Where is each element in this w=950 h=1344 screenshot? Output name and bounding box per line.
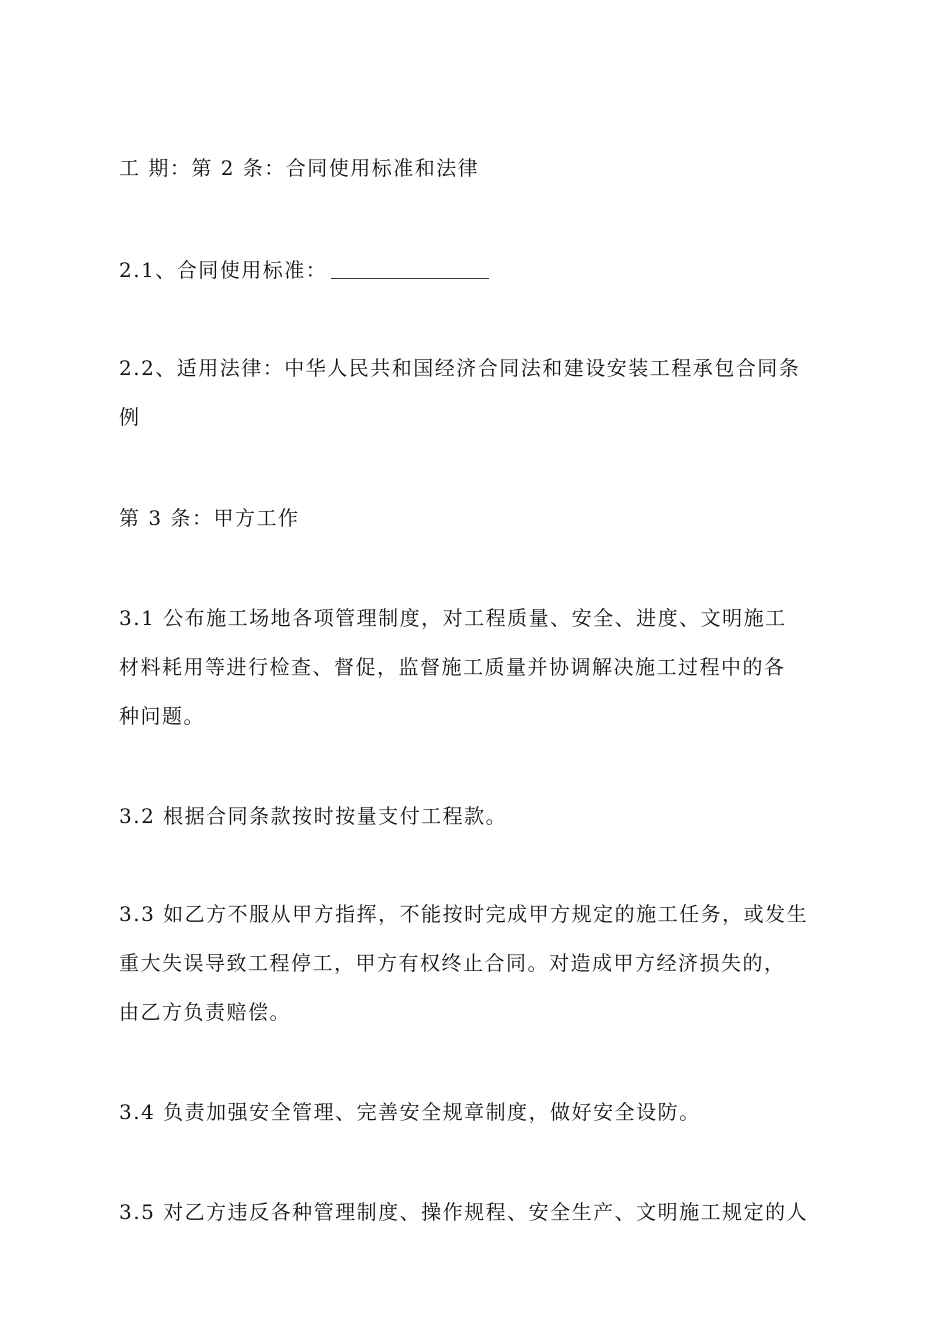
heading-article-3 <box>119 494 839 543</box>
text-line: 3.3 如乙方不服从甲方指挥，不能按时完成甲方规定的施工任务，或发生 <box>119 902 809 926</box>
text-line: 3.5 对乙方违反各种管理制度、操作规程、安全生产、文明施工规定的人 <box>119 1200 809 1224</box>
text-line: 材料耗用等进行检查、督促，监督施工质量并协调解决施工过程中的各 <box>119 655 786 679</box>
text-line: 重大失误导致工程停工，甲方有权终止合同。对造成甲方经济损失的， <box>119 951 786 975</box>
text-line-label: 2.1、合同使用标准： <box>119 258 328 282</box>
text-line: 3.2 根据合同条款按时按量支付工程款。 <box>119 804 508 828</box>
paragraph-3-4 <box>119 1088 839 1137</box>
text-line: 工 期：第 2 条：合同使用标准和法律 <box>119 156 480 180</box>
paragraph-3-1 <box>119 594 839 741</box>
text-line <box>119 246 839 295</box>
paragraph-2-2 <box>119 344 839 442</box>
paragraph-2-1 <box>119 246 839 295</box>
text-line: 第 3 条：甲方工作 <box>119 506 300 530</box>
text-line: 3.1 公布施工场地各项管理制度，对工程质量、安全、进度、文明施工 <box>119 606 787 630</box>
text-line: 2.2、适用法律：中华人民共和国经济合同法和建设安装工程承包合同条 <box>119 356 801 380</box>
paragraph-3-2 <box>119 792 839 841</box>
paragraph-3-5 <box>119 1188 839 1237</box>
fill-in-blank <box>331 258 489 279</box>
paragraph-contract-period <box>119 144 839 193</box>
text-line: 例 <box>119 405 141 429</box>
text-line: 3.4 负责加强安全管理、完善安全规章制度，做好安全设防。 <box>119 1100 701 1124</box>
text-line: 由乙方负责赔偿。 <box>119 1000 291 1024</box>
text-line: 种问题。 <box>119 704 205 728</box>
paragraph-3-3 <box>119 890 839 1037</box>
